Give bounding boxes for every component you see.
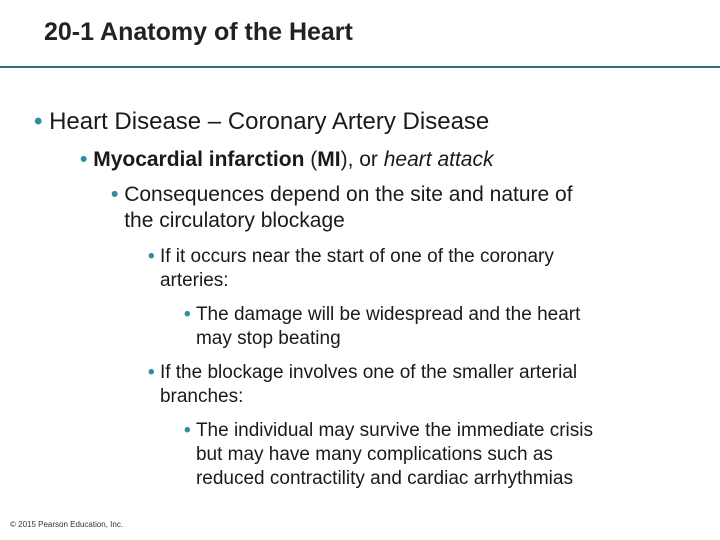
bullet-text [160, 361, 577, 409]
text-line: The damage will be widespread and the heart [195, 304, 581, 325]
bullet-text [160, 245, 554, 293]
bullet-dot-icon: • [184, 420, 191, 441]
bullet-text [196, 303, 580, 351]
italic-term: heart attack [383, 148, 494, 171]
abbrev: MI [317, 148, 341, 171]
bullet-level5 [184, 303, 580, 351]
text-line: the circulatory blockage [124, 209, 345, 232]
abbrev-open: ( [304, 148, 318, 171]
bullet-level2 [80, 147, 493, 172]
text-line: Consequences depend on the site and nature of [124, 183, 573, 206]
bullet-text [196, 419, 593, 491]
text-line: but may have many complications such as [195, 444, 553, 465]
bullet-dot-icon: • [80, 148, 88, 171]
bullet-dot-icon: • [111, 183, 119, 206]
bullet-level1 [34, 108, 489, 137]
abbrev-close: ), or [340, 148, 384, 171]
bullet-dot-icon: • [148, 362, 155, 383]
bold-term: Myocardial infarction [93, 148, 305, 171]
bullet-text: Heart Disease – Coronary Artery Disease [49, 108, 490, 135]
bullet-dot-icon: • [34, 108, 43, 135]
text-line: arteries: [159, 270, 229, 291]
slide-title: 20-1 Anatomy of the Heart [44, 18, 353, 46]
text-line: reduced contractility and cardiac arrhythmias [195, 468, 573, 489]
text-line: may stop beating [195, 328, 341, 349]
text-line: If it occurs near the start of one of the coronary [159, 246, 554, 267]
bullet-level3 [111, 182, 573, 234]
bullet-level5 [184, 419, 593, 491]
copyright-footer: © 2015 Pearson Education, Inc. [10, 520, 124, 529]
bullet-dot-icon: • [184, 304, 191, 325]
bullet-dot-icon: • [148, 246, 155, 267]
bullet-level4 [148, 361, 577, 409]
bullet-text [124, 182, 572, 234]
text-line: The individual may survive the immediate crisis [195, 420, 593, 441]
title-divider [0, 66, 720, 68]
bullet-level4 [148, 245, 554, 293]
text-line: If the blockage involves one of the smaller arterial [159, 362, 578, 383]
text-line: branches: [159, 386, 244, 407]
